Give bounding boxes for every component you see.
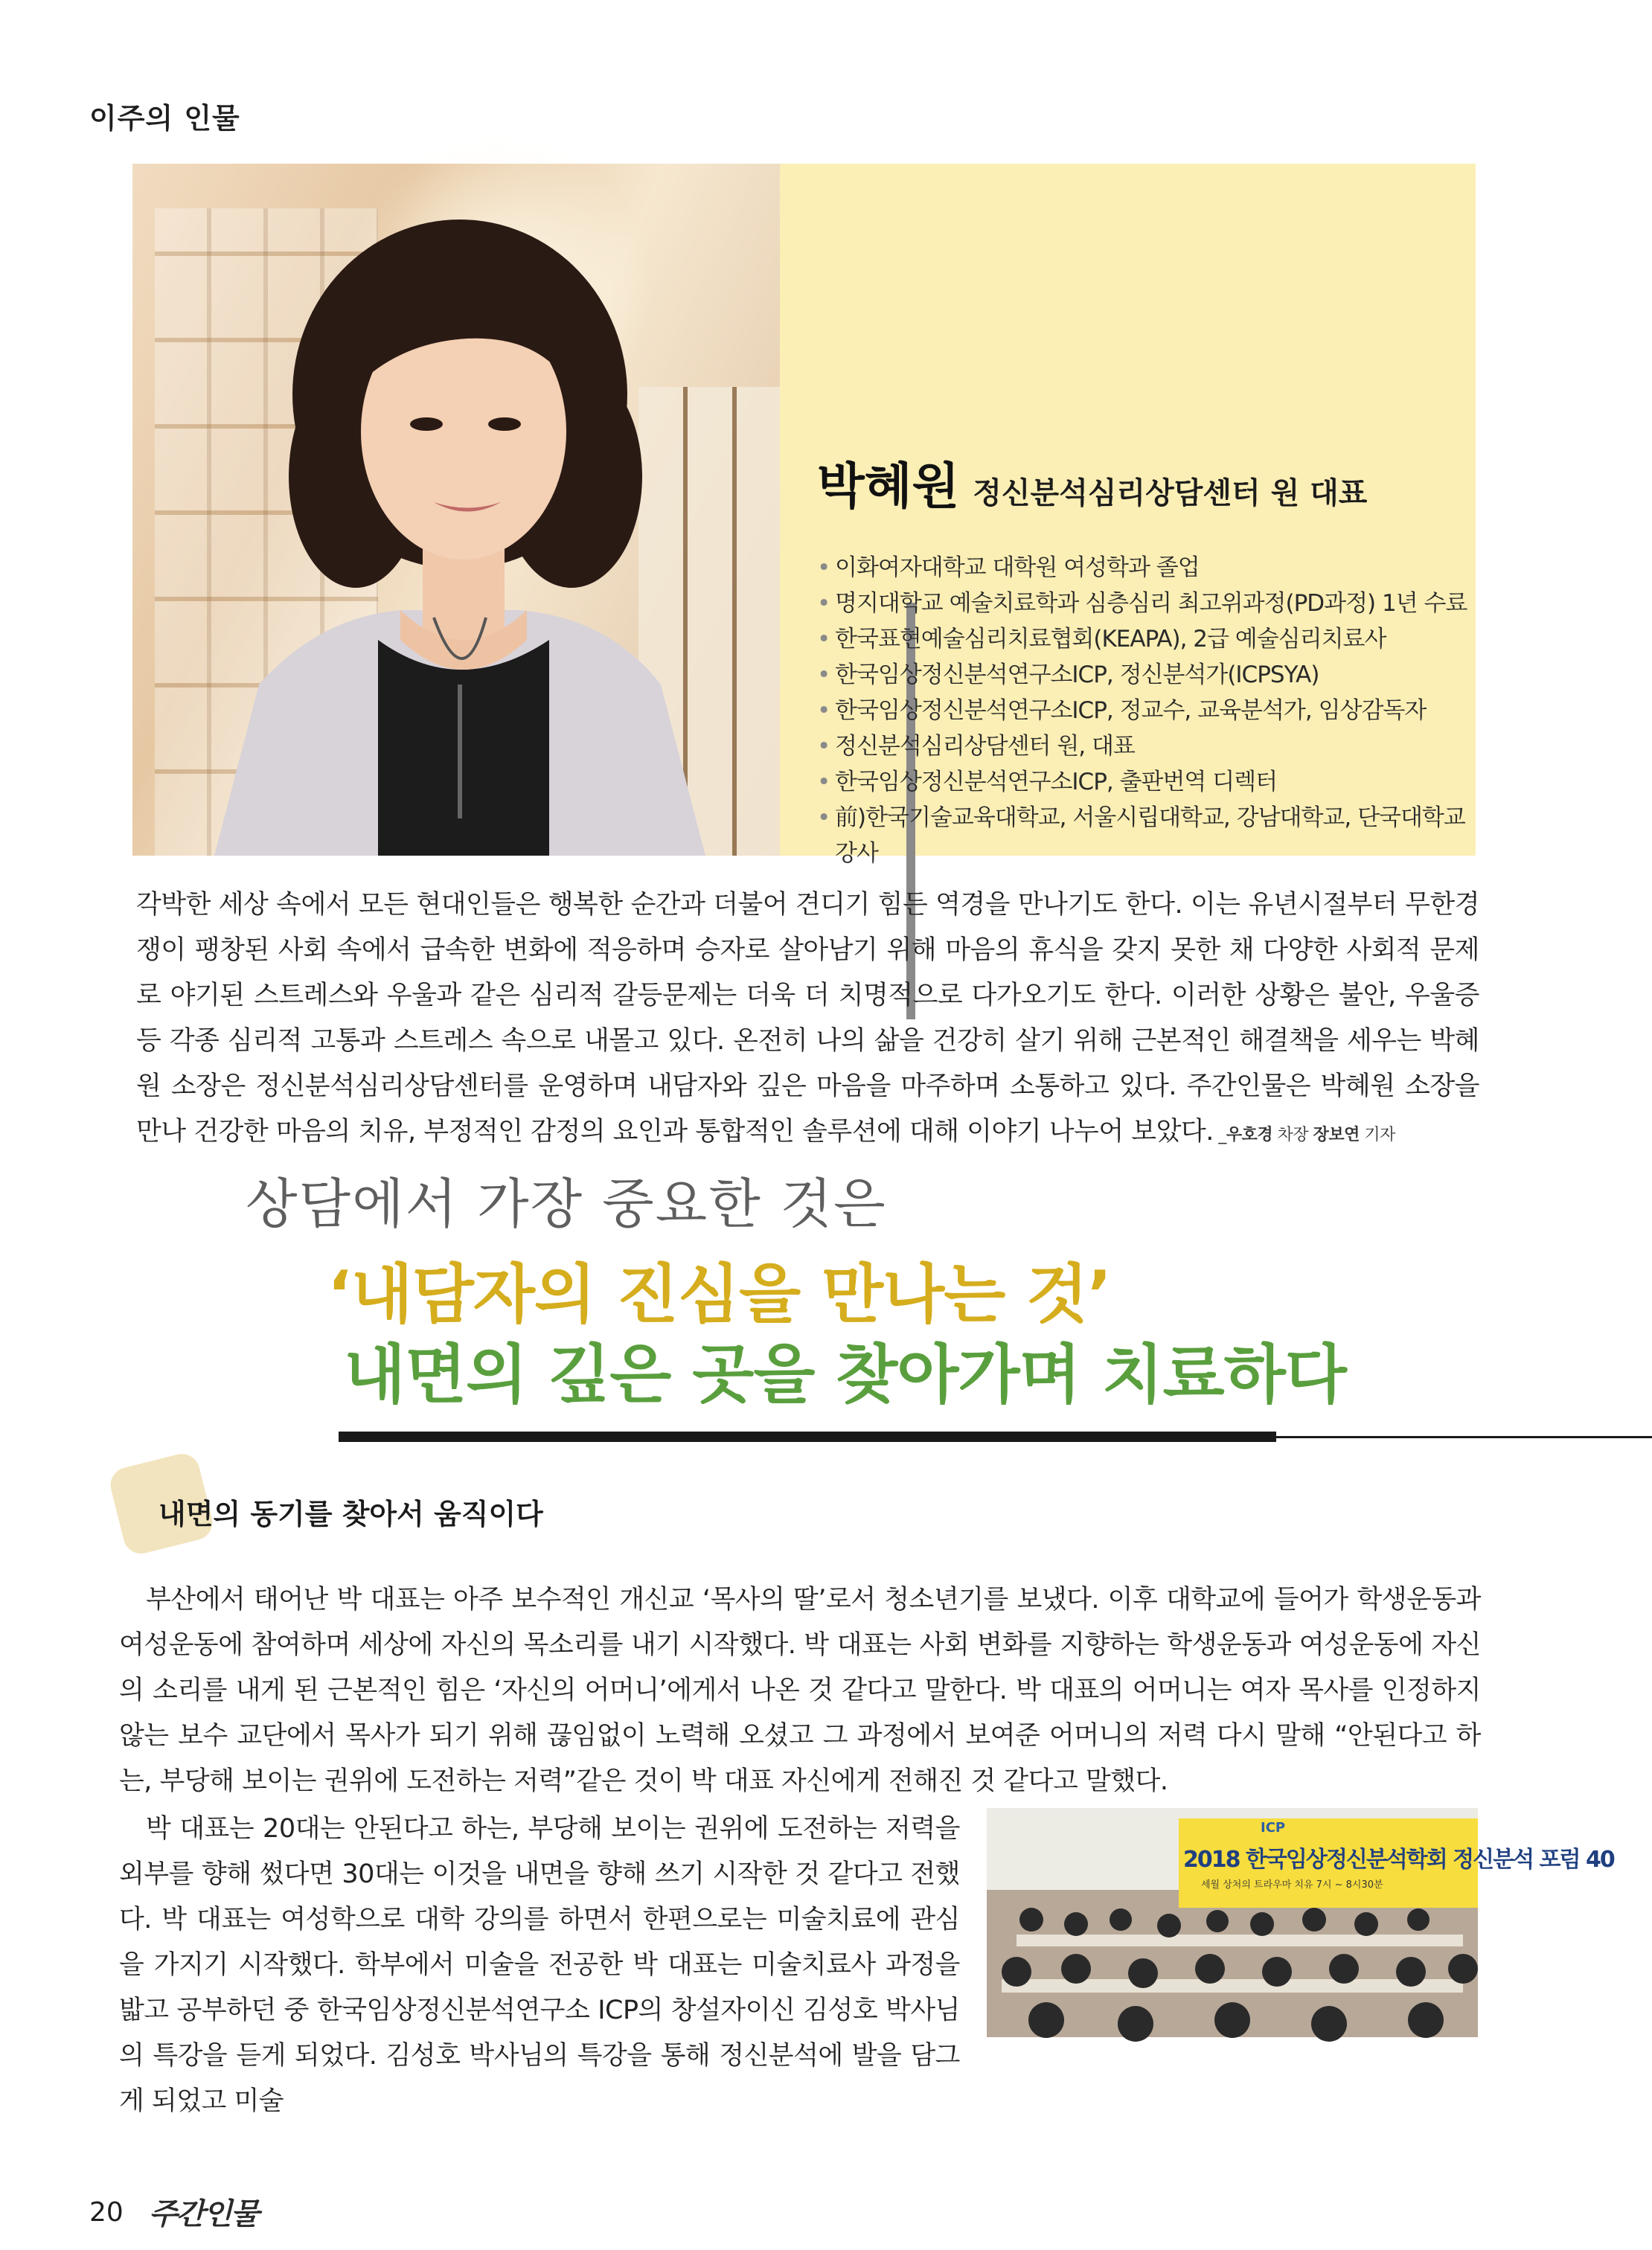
career-item: • 한국임상정신분석연구소ICP, 정신분석가(ICPSYA) (817, 657, 1472, 693)
portrait-person (132, 164, 780, 856)
career-item: • 한국표현예술심리치료협회(KEAPA), 2급 예술심리치료사 (817, 621, 1472, 657)
magazine-logo: 주간인물 (149, 2196, 258, 2231)
byline: _우호경 차장 장보연 기자 (1213, 1126, 1395, 1144)
career-item: • 이화여자대학교 대학원 여성학과 졸업 (817, 550, 1472, 586)
headline-rule-thin (1276, 1436, 1652, 1438)
career-item: • 명지대학교 예술치료학과 심층심리 최고위과정(PD과정) 1년 수료 (817, 586, 1472, 621)
career-item: • 정신분석심리상담센터 원, 대표 (817, 728, 1472, 764)
page-number: 20 (89, 2197, 124, 2228)
section-label: 이주의 인물 (89, 102, 240, 135)
career-list (817, 550, 1472, 871)
headline-rule (339, 1432, 1276, 1442)
banner-subtitle: 세월 상처의 트라우마 치유 7시 ~ 8시30분 (1201, 1879, 1383, 1891)
career-item: • 前)한국기술교육대학교, 서울시립대학교, 강남대학교, 단국대학교 강사 (817, 800, 1472, 871)
seminar-photo (987, 1808, 1614, 2037)
intro-text: 각박한 세상 속에서 모든 현대인들은 행복한 순간과 더불어 견디기 힘든 역경을 만나기도 한다. 이는 유년시절부터 무한경쟁이 팽창된 사회 속에서 급속한 변화에 적응하며 승자로 살아남기 위해 마음의 휴식을 갖지 못한 채 다양한 사회적 문제로 야기된 스트레스와 우울과 같은 심리적 갈등문제는 더욱 더 치명적으로 다가오기도 한다. 이러한 상황은 불안, 우울증 등 각종 심리적 고통과 스트레스 속으로 내몰고 있다. 온전히 나의 삶을 건강히 살기 위해 근본적인 해결책을 세우는 박혜원 소장은 정신분석심리상담센터를 운영하며 내담자와 깊은 마음을 마주하며 소통하고 있다. 주간인물은 박혜원 소장을 만나 건강한 마음의 치유, 부정적인 감정의 요인과 통합적인 솔루션에 대해 이야기 나누어 보았다. (136, 890, 1479, 1147)
career-item: • 한국임상정신분석연구소ICP, 정교수, 교육분석가, 임상감독자 (817, 693, 1472, 728)
profile-info (817, 446, 1472, 871)
byline-name1: 우호경 (1226, 1126, 1273, 1144)
person-name: 박혜원 (817, 458, 960, 515)
headline-line3: 내면의 깊은 곳을 찾아가며 치료하다 (344, 1338, 1346, 1412)
portrait-photo (132, 164, 780, 856)
body-paragraph-1: 부산에서 태어난 박 대표는 아주 보수적인 개신교 ‘목사의 딸’로서 청소년기를 보냈다. 이후 대학교에 들어가 학생운동과 여성운동에 참여하며 세상에 자신의 목소리를 내기 시작했다. 박 대표는 사회 변화를 지향하는 학생운동과 여성운동에 자신의 소리를 내게 된 근본적인 힘은 ‘자신의 어머니’에게서 나온 것 같다고 말한다. 박 대표의 어머니는 여자 목사를 인정하지 않는 보수 교단에서 목사가 되기 위해 끊임없이 노력해 오셨고 그 과정에서 보여준 어머니의 저력 다시 말해 “안된다고 하는, 부당해 보이는 권위에 도전하는 저력”같은 것이 박 대표 자신에게 전해진 것 같다고 말했다. (119, 1585, 1481, 1796)
career-item: • 한국임상정신분석연구소ICP, 출판번역 디렉터 (817, 764, 1472, 800)
seminar-banner (1179, 1818, 1614, 1908)
byline-name2: 장보연 (1313, 1126, 1360, 1144)
body-paragraph-2: 박 대표는 20대는 안된다고 하는, 부당해 보이는 권위에 도전하는 저력을 외부를 향해 썼다면 30대는 이것을 내면을 향해 쓰기 시작한 것 같다고 전했다. 박 대표는 여성학으로 대학 강의를 하면서 한편으로는 미술치료에 관심을 가지기 시작했다. 학부에서 미술을 전공한 박 대표는 미술치료사 과정을 밟고 공부하던 중 한국임상정신분석연구소 ICP의 창설자이신 김성호 박사님의 특강을 듣게 되었다. 김성호 박사님의 특강을 통해 정신분석에 발을 담그게 되었고 미술 (119, 1814, 960, 2116)
banner-icp: ICP (1261, 1820, 1286, 1836)
intro-paragraph (136, 882, 1479, 1158)
seminar-room (987, 1890, 1478, 2037)
banner-title: 2018 한국임상정신분석학회 정신분석 포럼 40 (1183, 1847, 1614, 1873)
person-title: 정신분석심리상담센터 원 대표 (973, 476, 1368, 510)
subhead: 내면의 동기를 찾아서 움직이다 (159, 1498, 543, 1531)
headline-line1: 상담에서 가장 중요한 것은 (246, 1173, 887, 1235)
headline-line2: ‘내담자의 진심을 만나는 것’ (327, 1257, 1111, 1332)
